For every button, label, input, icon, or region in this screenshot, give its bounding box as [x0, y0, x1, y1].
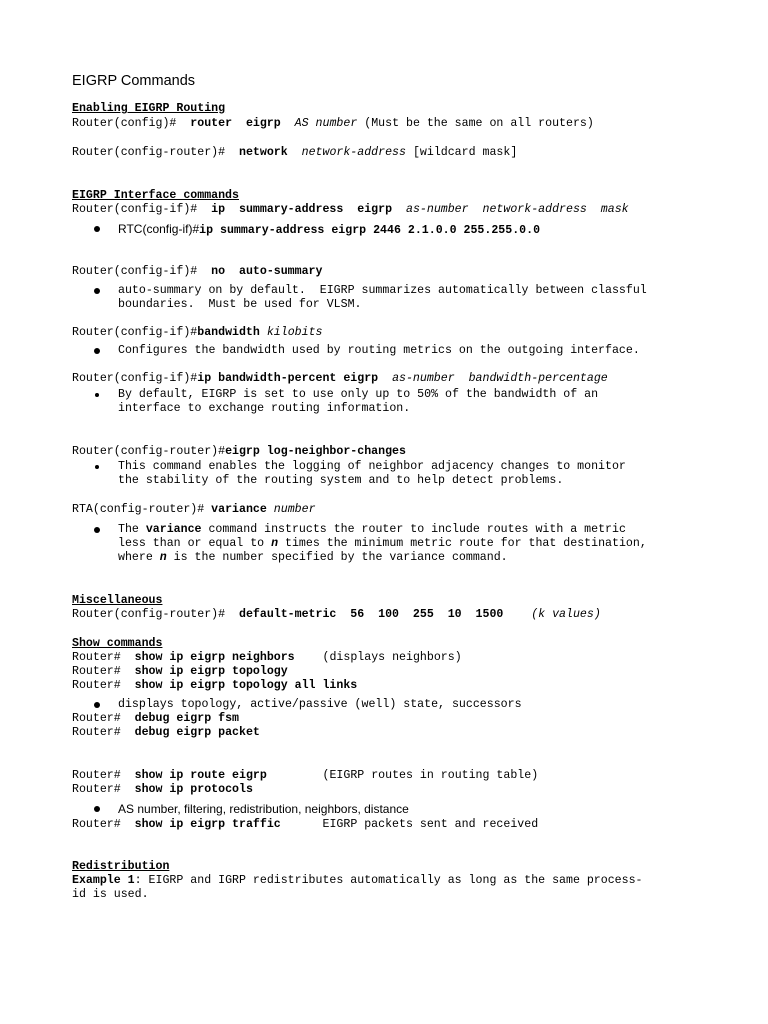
command-line-debug-fsm — [72, 712, 239, 726]
bullet-icon — [94, 226, 100, 232]
bullet-variance-line1: The variance command instructs the router to include routes with a metric — [118, 523, 626, 536]
command-line-show-topology-all — [72, 679, 357, 693]
note: (displays neighbors) — [322, 651, 462, 664]
prompt: Router(config-router)# — [72, 445, 226, 458]
command: show ip eigrp topology all links — [134, 679, 358, 692]
bullet-log-neighbor-line1: This command enables the logging of neighbor adjacency changes to monitor — [118, 460, 626, 473]
bullet-bandwidth: Configures the bandwidth used by routing metrics on the outgoing interface. — [118, 344, 640, 357]
bullet-bandwidth-percent-line2: interface to exchange routing information. — [118, 402, 411, 415]
bullet-topology: displays topology, active/passive (well) state, successors — [118, 698, 522, 711]
prompt: Router(config-router)# — [72, 146, 239, 159]
command-line-bandwidth — [72, 326, 323, 340]
section-heading-show: Show commands — [72, 637, 163, 650]
bullet-icon — [94, 288, 100, 294]
argument: as-number network-address mask — [405, 203, 629, 216]
bullet-protocols: AS number, filtering, redistribution, neighbors, distance — [118, 802, 409, 816]
bullet-bandwidth-percent-line1: By default, EIGRP is set to use only up to 50% of the bandwidth of an — [118, 388, 599, 401]
bullet-auto-summary-line1: auto-summary on by default. EIGRP summarizes automatically between classful — [118, 284, 647, 297]
command: show ip eigrp neighbors — [134, 651, 295, 664]
bullet-icon — [95, 393, 99, 397]
command: show ip protocols — [134, 783, 253, 796]
bullet-icon — [95, 465, 99, 469]
command: bandwidth — [197, 326, 260, 339]
prompt: Router(config-router)# — [72, 608, 239, 621]
bullet-variance-line3: where n is the number specified by the variance command. — [118, 551, 508, 564]
command: ip bandwidth-percent eigrp — [197, 372, 379, 385]
bullet-icon — [94, 806, 100, 812]
argument: as-number bandwidth-percentage — [392, 372, 608, 385]
bullet-log-neighbor-line2: the stability of the routing system and to help detect problems. — [118, 474, 564, 487]
prompt: RTA(config-router)# — [72, 503, 212, 516]
example-label: Example 1 — [72, 874, 135, 887]
command-line-no-auto-summary — [72, 265, 322, 279]
command-line-variance — [72, 503, 316, 517]
command-line-summary-address — [72, 203, 629, 217]
section-heading-enabling: Enabling EIGRP Routing — [72, 102, 226, 115]
bullet-variance-line2: less than or equal to n times the minimum metric route for that destination, — [118, 537, 647, 550]
command: no auto-summary — [211, 265, 323, 278]
section-heading-redistribution: Redistribution — [72, 860, 170, 873]
bullet-auto-summary-line2: boundaries. Must be used for VLSM. — [118, 298, 362, 311]
bullet-prefix: RTC(config-if)# — [118, 222, 200, 236]
command-line-show-route — [72, 769, 538, 783]
command: router eigrp — [190, 117, 281, 130]
prompt: Router# — [72, 818, 135, 831]
prompt: Router# — [72, 665, 135, 678]
command: debug eigrp packet — [134, 726, 260, 739]
command: show ip route eigrp — [134, 769, 267, 782]
command-line-show-topology — [72, 665, 288, 679]
command: show ip eigrp topology — [134, 665, 288, 678]
prompt: Router(config-if)# — [72, 372, 198, 385]
command: eigrp log-neighbor-changes — [225, 445, 406, 458]
argument: network-address — [301, 146, 406, 159]
command-line-network — [72, 146, 517, 160]
prompt: Router(config-if)# — [72, 265, 212, 278]
argument: AS number — [294, 117, 358, 130]
prompt: Router# — [72, 726, 135, 739]
prompt: Router# — [72, 651, 135, 664]
redistribution-example-line1: Example 1: EIGRP and IGRP redistributes automatically as long as the same process- — [72, 874, 643, 887]
command: variance — [211, 503, 267, 516]
bullet-command: ip summary-address eigrp 2446 2.1.0.0 255.255.0.0 — [199, 224, 541, 237]
command: ip summary-address eigrp — [211, 203, 393, 216]
note: (EIGRP routes in routing table) — [322, 769, 539, 782]
command: default-metric 56 100 255 10 1500 — [238, 608, 504, 621]
section-heading-interface: EIGRP Interface commands — [72, 189, 239, 202]
prompt: Router# — [72, 783, 135, 796]
argument: (k values) — [531, 608, 601, 621]
command-line-router-eigrp — [72, 117, 594, 131]
prompt: Router# — [72, 712, 135, 725]
bullet-icon — [94, 527, 100, 533]
command-line-show-traffic — [72, 818, 538, 832]
prompt: Router(config)# — [72, 117, 191, 130]
command: debug eigrp fsm — [134, 712, 239, 725]
page-title: EIGRP Commands — [72, 73, 196, 89]
prompt: Router(config-if)# — [72, 326, 198, 339]
bullet-summary-example — [118, 222, 540, 238]
command-line-log-neighbor-changes — [72, 445, 406, 459]
command: show ip eigrp traffic — [134, 818, 281, 831]
note: (Must be the same on all routers) — [357, 117, 594, 130]
command-line-default-metric — [72, 608, 601, 622]
prompt: Router# — [72, 679, 135, 692]
argument: kilobits — [266, 326, 323, 339]
prompt: Router# — [72, 769, 135, 782]
note: [wildcard mask] — [405, 146, 518, 159]
command: network — [238, 146, 288, 159]
note: EIGRP packets sent and received — [322, 818, 539, 831]
redistribution-example-line2: id is used. — [72, 888, 149, 901]
argument: number — [273, 503, 316, 516]
command-line-show-protocols — [72, 783, 253, 797]
command-line-bandwidth-percent — [72, 372, 608, 386]
section-heading-miscellaneous: Miscellaneous — [72, 594, 163, 607]
bullet-icon — [94, 348, 100, 354]
bullet-icon — [94, 702, 100, 708]
prompt: Router(config-if)# — [72, 203, 212, 216]
command-line-debug-packet — [72, 726, 260, 740]
command-line-show-neighbors — [72, 651, 462, 665]
